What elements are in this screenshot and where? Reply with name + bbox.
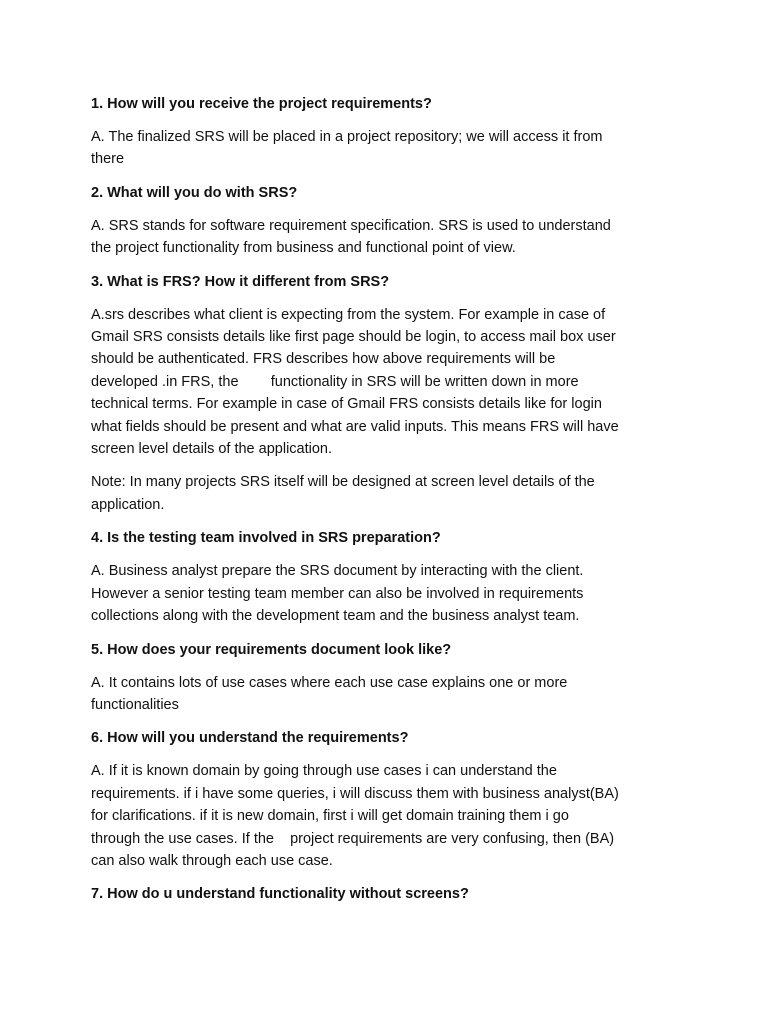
answer-line: However a senior testing team member can also be involved in requirements — [91, 585, 584, 602]
answer-line: Gmail SRS consists details like first page should be login, to access mail box user — [91, 329, 616, 346]
question-heading: 1. How will you receive the project requirements? — [91, 96, 432, 112]
qa-item — [91, 639, 691, 717]
answer-line: through the use cases. If the project requirements are very confusing, then (BA) — [91, 830, 615, 847]
answer-line: the project functionality from business and functional point of view. — [91, 240, 516, 257]
answer-line: developed .in FRS, the functionality in SRS will be written down in more — [91, 373, 579, 390]
qa-item — [91, 527, 691, 627]
qa-item — [91, 271, 691, 461]
answer-line: A. If it is known domain by going through use cases i can understand the — [91, 763, 557, 780]
answer-line: collections along with the development team and the business analyst team. — [91, 608, 580, 625]
question-heading: 5. How does your requirements document look like? — [91, 641, 452, 658]
answer-paragraph — [91, 126, 691, 171]
answer-line: can also walk through each use case. — [91, 852, 333, 869]
answer-line: application. — [91, 496, 165, 513]
answer-paragraph — [91, 304, 691, 461]
answer-line: A.srs describes what client is expecting from the system. For example in case of — [91, 306, 606, 323]
question-heading: 3. What is FRS? How it different from SRS? — [91, 273, 390, 290]
answer-line: what fields should be present and what are valid inputs. This means FRS will have — [91, 418, 619, 435]
document-body — [91, 93, 691, 916]
answer-paragraph — [91, 560, 691, 627]
question-heading: 7. How do u understand functionality without screens? — [91, 886, 469, 903]
answer-line: A. The finalized SRS will be placed in a project repository; we will access it from — [91, 129, 603, 145]
answer-line: requirements. if i have some queries, i will discuss them with business analyst(BA) — [91, 785, 619, 802]
question-heading: 6. How will you understand the requirements? — [91, 730, 409, 747]
answer-line: should be authenticated. FRS describes how above requirements will be — [91, 351, 556, 368]
qa-item — [91, 471, 691, 516]
answer-line: A. It contains lots of use cases where each use case explains one or more — [91, 674, 568, 691]
qa-item — [91, 883, 691, 905]
qa-item — [91, 727, 691, 872]
answer-line: for clarifications. if it is new domain, first i will get domain training them i go — [91, 808, 569, 825]
qa-item — [91, 93, 691, 171]
answer-paragraph — [91, 215, 691, 260]
qa-item — [91, 182, 691, 260]
answer-line: A. Business analyst prepare the SRS document by interacting with the client. — [91, 563, 584, 580]
answer-line: A. SRS stands for software requirement specification. SRS is used to understand — [91, 217, 611, 234]
answer-paragraph — [91, 471, 691, 516]
answer-paragraph — [91, 672, 691, 717]
answer-line: Note: In many projects SRS itself will be designed at screen level details of the — [91, 474, 595, 491]
answer-line: technical terms. For example in case of Gmail FRS consists details like for login — [91, 396, 602, 413]
answer-line: functionalities — [91, 696, 179, 713]
answer-line: screen level details of the application. — [91, 441, 333, 458]
answer-paragraph — [91, 760, 691, 872]
question-heading: 2. What will you do with SRS? — [91, 184, 298, 201]
answer-line: there — [91, 151, 125, 168]
question-heading: 4. Is the testing team involved in SRS preparation? — [91, 530, 441, 547]
